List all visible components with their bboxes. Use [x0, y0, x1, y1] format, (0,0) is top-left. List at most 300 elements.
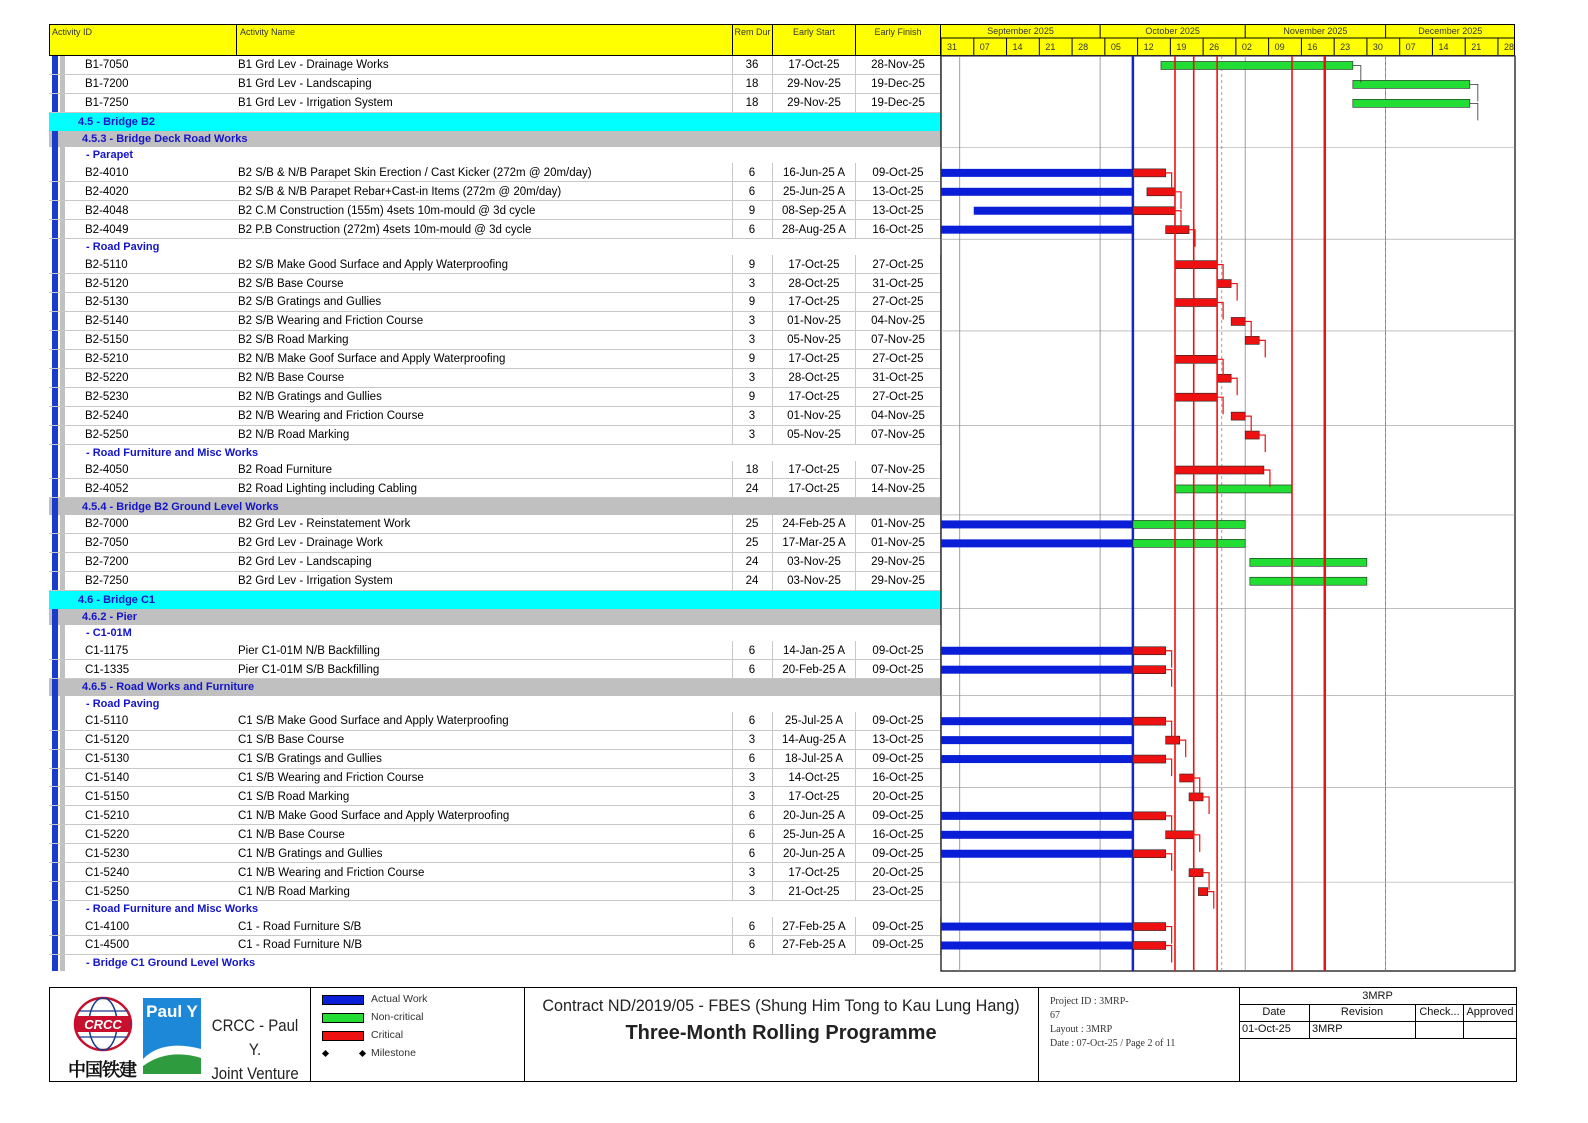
- early-finish-cell: 04-Nov-25: [871, 315, 925, 328]
- activity-id-cell: B2-5240: [85, 410, 129, 423]
- week-label: 21: [1471, 42, 1482, 52]
- actual-bar-C1-1335[interactable]: [941, 666, 1133, 674]
- activity-id-cell: C1-1335: [85, 663, 130, 676]
- wbs-band-label: - Bridge C1 Ground Level Works: [86, 956, 256, 969]
- activity-id-cell: C1-5150: [85, 790, 130, 803]
- rem-dur-cell: 9: [748, 391, 756, 404]
- activity-name-cell: C1 N/B Wearing and Friction Course: [238, 866, 425, 879]
- activity-name-cell: B2 Grd Lev - Landscaping: [238, 556, 372, 569]
- contract-title: Contract ND/2019/05 - FBES (Shung Him Tong to Kau Lung Hang): [542, 996, 1020, 1015]
- activity-name-cell: B2 Grd Lev - Reinstatement Work: [238, 518, 411, 531]
- bar-C1-1335[interactable]: [1133, 666, 1166, 674]
- header-activity-name-label: Activity Name: [240, 27, 296, 37]
- early-finish-cell: 13-Oct-25: [872, 185, 924, 198]
- rem-dur-cell: 3: [748, 771, 756, 784]
- legend-label-noncritical: Non-critical: [371, 1011, 424, 1023]
- early-finish-cell: 14-Nov-25: [871, 482, 925, 495]
- week-label: 07: [1405, 42, 1416, 52]
- early-start-cell: 17-Mar-25 A: [782, 537, 846, 550]
- activity-id-cell: B2-5110: [85, 258, 128, 271]
- early-finish-cell: 31-Oct-25: [872, 372, 924, 385]
- week-label: 14: [1438, 42, 1449, 52]
- bar-C1-5150[interactable]: [1189, 793, 1203, 801]
- activity-name-cell: B2 S/B Make Good Surface and Apply Waterproofing: [238, 258, 508, 271]
- actual-bar-B2-4049[interactable]: [941, 226, 1133, 234]
- legend-swatch-actual: [322, 995, 364, 1005]
- bar-C1-5220[interactable]: [1166, 831, 1194, 839]
- early-start-cell: 17-Oct-25: [788, 59, 840, 72]
- early-finish-cell: 29-Nov-25: [871, 575, 925, 588]
- actual-bar-C1-4100[interactable]: [941, 923, 1133, 931]
- early-finish-cell: 09-Oct-25: [872, 753, 924, 766]
- wbs-band-label: 4.5 - Bridge B2: [78, 115, 156, 128]
- rem-dur-cell: 6: [748, 939, 756, 952]
- actual-bar-B2-7000[interactable]: [941, 520, 1133, 528]
- activity-id-cell: B2-5150: [85, 334, 129, 347]
- bar-B1-7250[interactable]: [1353, 99, 1470, 107]
- early-finish-cell: 16-Oct-25: [872, 828, 924, 841]
- activity-name-cell: B2 Road Lighting including Cabling: [238, 482, 418, 495]
- activity-id-cell: B2-4052: [85, 482, 129, 495]
- activity-id-cell: B2-4010: [85, 166, 129, 179]
- early-finish-cell: 27-Oct-25: [872, 391, 924, 404]
- bar-C1-5130[interactable]: [1133, 755, 1166, 763]
- week-label: 31: [947, 42, 958, 52]
- early-finish-cell: 29-Nov-25: [871, 556, 925, 569]
- bar-B2-5220[interactable]: [1217, 374, 1231, 382]
- week-label: 28: [1078, 42, 1089, 52]
- bar-B2-7050[interactable]: [1133, 539, 1245, 547]
- actual-bar-C1-5210[interactable]: [941, 812, 1133, 820]
- activity-name-cell: B2 N/B Base Course: [238, 372, 345, 385]
- bar-B2-4052[interactable]: [1175, 485, 1292, 493]
- early-start-cell: 20-Jun-25 A: [782, 809, 846, 822]
- month-label: November 2025: [1283, 26, 1348, 36]
- early-start-cell: 28-Oct-25: [788, 277, 840, 290]
- actual-bar-B2-4010[interactable]: [941, 169, 1133, 177]
- activity-name-cell: B2 S/B & N/B Parapet Skin Erection / Cast Kicker (272m @ 20m/day): [238, 166, 592, 179]
- early-finish-cell: 09-Oct-25: [872, 166, 924, 179]
- rem-dur-cell: 3: [748, 277, 756, 290]
- week-label: 07: [979, 42, 990, 52]
- bar-C1-5240[interactable]: [1189, 869, 1203, 877]
- bar-B2-7200[interactable]: [1250, 558, 1367, 566]
- early-finish-cell: 09-Oct-25: [872, 847, 924, 860]
- rem-dur-cell: 3: [748, 866, 756, 879]
- company-line-1: CRCC - Paul Y.: [211, 1016, 299, 1059]
- company-name: [208, 1014, 301, 1086]
- activity-id-cell: C1-5210: [85, 809, 130, 822]
- actual-bar-B2-4020[interactable]: [941, 188, 1133, 196]
- activity-name-cell: C1 S/B Gratings and Gullies: [238, 753, 382, 766]
- week-label: 02: [1241, 42, 1252, 52]
- legend-milestone-icon-2: [359, 1050, 366, 1057]
- early-finish-cell: 09-Oct-25: [872, 939, 924, 952]
- bar-B2-5130[interactable]: [1175, 299, 1217, 307]
- rem-dur-cell: 6: [748, 223, 756, 236]
- rem-dur-cell: 6: [748, 920, 756, 933]
- rem-dur-cell: 24: [745, 575, 759, 588]
- actual-bar-C1-4500[interactable]: [941, 942, 1133, 950]
- rev-header-date: Date: [1262, 1006, 1286, 1018]
- activity-name-cell: C1 S/B Base Course: [238, 734, 345, 747]
- wbs-band-label: - Road Paving: [86, 697, 160, 710]
- activity-name-cell: B2 Grd Lev - Irrigation System: [238, 575, 393, 588]
- rem-dur-cell: 18: [745, 97, 759, 110]
- early-start-cell: 16-Jun-25 A: [782, 166, 846, 179]
- bar-B2-5230[interactable]: [1175, 393, 1217, 401]
- activity-name-cell: B2 C.M Construction (155m) 4sets 10m-mould @ 3d cycle: [238, 204, 536, 217]
- bar-B2-4020[interactable]: [1147, 188, 1175, 196]
- activity-name-cell: B2 S/B Gratings and Gullies: [238, 296, 382, 309]
- bar-B2-4048[interactable]: [1133, 207, 1175, 215]
- early-start-cell: 29-Nov-25: [787, 97, 841, 110]
- rem-dur-cell: 3: [748, 315, 756, 328]
- activity-name-cell: B2 N/B Road Marking: [238, 429, 350, 442]
- bar-B2-7250[interactable]: [1250, 577, 1367, 585]
- activity-name-cell: B1 Grd Lev - Landscaping: [238, 78, 372, 91]
- activity-name-cell: B2 S/B Wearing and Friction Course: [238, 315, 424, 328]
- activity-id-cell: C1-5240: [85, 866, 130, 879]
- programme-title: Three-Month Rolling Programme: [625, 1022, 937, 1044]
- early-start-cell: 17-Oct-25: [788, 353, 840, 366]
- early-start-cell: 25-Jun-25 A: [782, 828, 846, 841]
- activity-name-cell: B2 S/B & N/B Parapet Rebar+Cast-in Items (272m @ 20m/day): [238, 185, 562, 198]
- wbs-band-label: - Parapet: [86, 149, 134, 162]
- early-start-cell: 01-Nov-25: [787, 410, 841, 423]
- rem-dur-cell: 24: [745, 482, 759, 495]
- activity-name-cell: C1 N/B Base Course: [238, 828, 345, 841]
- early-start-cell: 14-Oct-25: [788, 771, 840, 784]
- early-finish-cell: 01-Nov-25: [871, 518, 925, 531]
- legend-swatch-critical: [322, 1031, 364, 1041]
- actual-bar-C1-1175[interactable]: [941, 647, 1133, 655]
- rem-dur-cell: 6: [748, 809, 756, 822]
- rev-date-value: 01-Oct-25: [1242, 1023, 1291, 1035]
- pauly-logo: Paul Y: [143, 998, 201, 1074]
- activity-name-cell: C1 N/B Gratings and Gullies: [238, 847, 383, 860]
- rev-header-approved: Approved: [1466, 1006, 1514, 1018]
- wbs-band-label: - Road Furniture and Misc Works: [86, 446, 259, 459]
- early-finish-cell: 19-Dec-25: [871, 97, 925, 110]
- early-start-cell: 17-Oct-25: [788, 482, 840, 495]
- rem-dur-cell: 3: [748, 790, 756, 803]
- week-label: 28: [1503, 42, 1514, 52]
- bar-B2-5250[interactable]: [1245, 431, 1259, 439]
- rem-dur-cell: 6: [748, 847, 756, 860]
- rem-dur-cell: 6: [748, 663, 756, 676]
- activity-name-cell: B2 P.B Construction (272m) 4sets 10m-mould @ 3d cycle: [238, 223, 532, 236]
- early-start-cell: 17-Oct-25: [788, 866, 840, 879]
- early-start-cell: 17-Oct-25: [788, 391, 840, 404]
- early-start-cell: 01-Nov-25: [787, 315, 841, 328]
- early-start-cell: 27-Feb-25 A: [782, 939, 846, 952]
- company-line-2: Joint Venture: [211, 1064, 299, 1083]
- activity-name-cell: C1 - Road Furniture S/B: [238, 920, 362, 933]
- crcc-chinese-name: 中国铁建: [68, 1060, 136, 1081]
- rev-revision-value: 3MRP: [1312, 1023, 1343, 1035]
- early-start-cell: 17-Oct-25: [788, 790, 840, 803]
- activity-id-cell: B1-7250: [85, 97, 129, 110]
- rem-dur-cell: 36: [745, 59, 759, 72]
- early-finish-cell: 23-Oct-25: [872, 885, 924, 898]
- bar-B2-5150[interactable]: [1245, 336, 1259, 344]
- rem-dur-cell: 6: [748, 753, 756, 766]
- early-start-cell: 03-Nov-25: [787, 556, 841, 569]
- bar-B2-5140[interactable]: [1231, 317, 1245, 325]
- rem-dur-cell: 6: [748, 828, 756, 841]
- bar-C1-5120[interactable]: [1166, 736, 1180, 744]
- early-finish-cell: 16-Oct-25: [872, 223, 924, 236]
- wbs-band-label: - Road Furniture and Misc Works: [86, 903, 259, 916]
- activity-id-cell: B2-5130: [85, 296, 129, 309]
- activity-id-cell: C1-5220: [85, 828, 130, 841]
- activity-name-cell: B2 N/B Gratings and Gullies: [238, 391, 382, 404]
- rem-dur-cell: 3: [748, 429, 756, 442]
- legend-swatch-noncritical: [322, 1013, 364, 1023]
- early-finish-cell: 31-Oct-25: [872, 277, 924, 290]
- week-label: 26: [1209, 42, 1220, 52]
- early-finish-cell: 07-Nov-25: [871, 464, 925, 476]
- rem-dur-cell: 3: [748, 334, 756, 347]
- early-finish-cell: 20-Oct-25: [872, 790, 924, 803]
- rem-dur-cell: 6: [748, 166, 756, 179]
- early-finish-cell: 16-Oct-25: [872, 771, 924, 784]
- activity-name-cell: B2 Road Furniture: [238, 464, 332, 476]
- activity-name-cell: C1 S/B Wearing and Friction Course: [238, 771, 424, 784]
- early-finish-cell: 20-Oct-25: [872, 866, 924, 879]
- activity-id-cell: C1-4500: [85, 939, 130, 952]
- early-start-cell: 20-Jun-25 A: [782, 847, 846, 860]
- week-label: 14: [1012, 42, 1023, 52]
- week-label: 21: [1045, 42, 1056, 52]
- activity-name-cell: C1 N/B Road Marking: [238, 885, 350, 898]
- bar-C1-5230[interactable]: [1133, 850, 1166, 858]
- early-start-cell: 27-Feb-25 A: [782, 920, 846, 933]
- activity-id-cell: C1-4100: [85, 920, 130, 933]
- actual-bar-B2-7050[interactable]: [941, 539, 1133, 547]
- early-finish-cell: 09-Oct-25: [872, 809, 924, 822]
- early-start-cell: 17-Oct-25: [788, 258, 840, 271]
- actual-bar-C1-5110[interactable]: [941, 717, 1133, 725]
- rem-dur-cell: 9: [748, 204, 756, 217]
- activity-id-cell: C1-5230: [85, 847, 130, 860]
- activity-id-cell: C1-5250: [85, 885, 130, 898]
- early-start-cell: 28-Oct-25: [788, 372, 840, 385]
- bar-B2-4050[interactable]: [1175, 466, 1264, 474]
- bar-B2-4049[interactable]: [1166, 226, 1189, 234]
- early-start-cell: 29-Nov-25: [787, 78, 841, 91]
- header-rem-dur-label: Rem Dur: [734, 27, 771, 37]
- actual-bar-C1-5230[interactable]: [941, 850, 1133, 858]
- actual-bar-C1-5130[interactable]: [941, 755, 1133, 763]
- actual-bar-C1-5120[interactable]: [941, 736, 1133, 744]
- activity-name-cell: B1 Grd Lev - Irrigation System: [238, 97, 393, 110]
- activity-id-cell: C1-5110: [85, 715, 129, 728]
- bar-C1-1175[interactable]: [1133, 647, 1166, 655]
- rem-dur-cell: 9: [748, 296, 756, 309]
- rev-header-revision: Revision: [1340, 1006, 1384, 1018]
- activity-id-cell: C1-5130: [85, 753, 130, 766]
- rem-dur-cell: 3: [748, 410, 756, 423]
- activity-name-cell: C1 N/B Make Good Surface and Apply Waterproofing: [238, 809, 510, 822]
- title-block: [49, 987, 1517, 1082]
- actual-bar-C1-5220[interactable]: [941, 831, 1133, 839]
- wbs-band-label: 4.6 - Bridge C1: [78, 593, 156, 606]
- activity-name-cell: B2 S/B Road Marking: [238, 334, 349, 347]
- bar-C1-5210[interactable]: [1133, 812, 1166, 820]
- rem-dur-cell: 6: [748, 715, 756, 728]
- rev-header-check: Check...: [1419, 1006, 1460, 1018]
- activity-id-cell: B2-5220: [85, 372, 129, 385]
- activity-id-cell: B2-7200: [85, 556, 129, 569]
- bar-C1-4500[interactable]: [1133, 942, 1166, 950]
- activity-name-cell: B2 S/B Base Course: [238, 277, 344, 290]
- bar-B2-4010[interactable]: [1133, 169, 1166, 177]
- activity-id-cell: B2-5210: [85, 353, 129, 366]
- rem-dur-cell: 18: [745, 78, 759, 91]
- header-activity-id-label: Activity ID: [52, 27, 93, 37]
- bar-B2-5240[interactable]: [1231, 412, 1245, 420]
- early-start-cell: 17-Oct-25: [788, 296, 840, 309]
- early-start-cell: 03-Nov-25: [787, 575, 841, 588]
- activity-name-cell: B2 Grd Lev - Drainage Work: [238, 537, 383, 550]
- early-start-cell: 14-Jan-25 A: [782, 644, 846, 657]
- week-label: 12: [1143, 42, 1154, 52]
- rem-dur-cell: 3: [748, 885, 756, 898]
- early-finish-cell: 27-Oct-25: [872, 258, 924, 271]
- wbs-band-label: 4.6.5 - Road Works and Furniture: [82, 681, 255, 694]
- early-finish-cell: 04-Nov-25: [871, 410, 925, 423]
- rem-dur-cell: 25: [745, 518, 759, 531]
- activity-name-cell: B1 Grd Lev - Drainage Works: [238, 59, 389, 72]
- activity-name-cell: B2 N/B Make Goof Surface and Apply Waterproofing: [238, 353, 506, 366]
- early-start-cell: 24-Feb-25 A: [782, 518, 846, 531]
- bar-B2-7000[interactable]: [1133, 520, 1245, 528]
- bar-C1-4100[interactable]: [1133, 923, 1166, 931]
- activity-id-cell: B2-7250: [85, 575, 129, 588]
- week-label: 16: [1307, 42, 1318, 52]
- early-finish-cell: 27-Oct-25: [872, 353, 924, 366]
- activity-id-cell: B1-7050: [85, 59, 129, 72]
- early-finish-cell: 09-Oct-25: [872, 920, 924, 933]
- activity-name-cell: Pier C1-01M S/B Backfilling: [238, 663, 380, 676]
- legend-label-critical: Critical: [371, 1029, 404, 1041]
- week-label: 19: [1176, 42, 1187, 52]
- early-start-cell: 05-Nov-25: [787, 429, 841, 442]
- activity-id-cell: B2-5230: [85, 391, 129, 404]
- activity-name-cell: C1 - Road Furniture N/B: [238, 939, 362, 952]
- actual-bar-B2-4048[interactable]: [974, 207, 1133, 215]
- rem-dur-cell: 18: [745, 464, 759, 476]
- week-label: 09: [1274, 42, 1285, 52]
- bar-C1-5140[interactable]: [1180, 774, 1194, 782]
- early-start-cell: 28-Aug-25 A: [782, 223, 846, 236]
- early-finish-cell: 27-Oct-25: [872, 296, 924, 309]
- early-finish-cell: 09-Oct-25: [872, 644, 924, 657]
- rem-dur-cell: 24: [745, 556, 759, 569]
- activity-id-cell: B2-4049: [85, 223, 129, 236]
- activity-name-cell: Pier C1-01M N/B Backfilling: [238, 644, 380, 657]
- activity-id-cell: B2-4050: [85, 464, 129, 476]
- rem-dur-cell: 3: [748, 734, 756, 747]
- early-finish-cell: 07-Nov-25: [871, 334, 925, 347]
- early-finish-cell: 09-Oct-25: [872, 663, 924, 676]
- wbs-band-label: - C1-01M: [86, 627, 132, 640]
- early-finish-cell: 01-Nov-25: [871, 537, 925, 550]
- activity-id-cell: B2-7000: [85, 518, 129, 531]
- early-finish-cell: 13-Oct-25: [872, 734, 924, 747]
- week-label: 30: [1372, 42, 1383, 52]
- activity-id-cell: B2-5120: [85, 277, 129, 290]
- rem-dur-cell: 3: [748, 372, 756, 385]
- early-start-cell: 25-Jul-25 A: [784, 715, 844, 728]
- bar-C1-5250[interactable]: [1198, 888, 1207, 896]
- activity-name-cell: C1 S/B Make Good Surface and Apply Waterproofing: [238, 715, 509, 728]
- activity-id-cell: B2-5140: [85, 315, 129, 328]
- legend-label-actual: Actual Work: [371, 993, 428, 1005]
- early-finish-cell: 13-Oct-25: [872, 204, 924, 217]
- activity-name-cell: C1 S/B Road Marking: [238, 790, 350, 803]
- activity-name-cell: B2 N/B Wearing and Friction Course: [238, 410, 424, 423]
- early-finish-cell: 09-Oct-25: [872, 715, 924, 728]
- wbs-band-label: 4.5.3 - Bridge Deck Road Works: [82, 133, 248, 146]
- project-info: [1050, 995, 1175, 1051]
- rem-dur-cell: 6: [748, 644, 756, 657]
- early-finish-cell: 19-Dec-25: [871, 78, 925, 91]
- svg-text:CRCC: CRCC: [84, 1017, 122, 1032]
- early-start-cell: 05-Nov-25: [787, 334, 841, 347]
- bar-B2-5120[interactable]: [1217, 280, 1231, 288]
- week-label: 23: [1340, 42, 1351, 52]
- early-finish-cell: 28-Nov-25: [871, 59, 925, 72]
- project-id-suffix: 67: [1050, 1010, 1060, 1021]
- early-start-cell: 25-Jun-25 A: [782, 185, 846, 198]
- bar-B2-5110[interactable]: [1175, 261, 1217, 269]
- early-start-cell: 21-Oct-25: [788, 885, 840, 898]
- bar-B2-5210[interactable]: [1175, 355, 1217, 363]
- month-label: October 2025: [1145, 26, 1200, 36]
- early-start-cell: 18-Jul-25 A: [784, 753, 844, 766]
- wbs-band-label: 4.6.2 - Pier: [82, 610, 138, 623]
- activity-id-cell: B2-5250: [85, 429, 129, 442]
- date-and-page: Date : 07-Oct-25 / Page 2 of 11: [1050, 1038, 1176, 1049]
- month-label: September 2025: [987, 26, 1054, 36]
- bar-B1-7200[interactable]: [1353, 80, 1470, 88]
- activity-id-cell: B2-4020: [85, 185, 129, 198]
- activity-id-cell: B2-4048: [85, 204, 129, 217]
- bar-C1-5110[interactable]: [1133, 717, 1166, 725]
- activity-id-cell: C1-5120: [85, 734, 130, 747]
- rem-dur-cell: 25: [745, 537, 759, 550]
- activity-id-cell: B1-7200: [85, 78, 129, 91]
- activity-id-cell: C1-5140: [85, 771, 130, 784]
- rem-dur-cell: 9: [748, 353, 756, 366]
- activity-id-cell: C1-1175: [85, 644, 129, 657]
- early-finish-cell: 07-Nov-25: [871, 429, 925, 442]
- header-early-finish-label: Early Finish: [874, 27, 922, 37]
- crcc-logo: [70, 996, 136, 1080]
- header-early-start-label: Early Start: [792, 27, 835, 37]
- project-id: Project ID : 3MRP-: [1050, 996, 1129, 1007]
- layout-name: Layout : 3MRP: [1050, 1024, 1113, 1035]
- legend-milestone-icon: [322, 1050, 329, 1057]
- early-start-cell: 08-Sep-25 A: [782, 204, 846, 217]
- wbs-band-label: 4.5.4 - Bridge B2 Ground Level Works: [82, 500, 279, 513]
- activity-id-cell: B2-7050: [85, 537, 129, 550]
- week-label: 05: [1110, 42, 1121, 52]
- legend-label-milestone: Milestone: [371, 1047, 416, 1059]
